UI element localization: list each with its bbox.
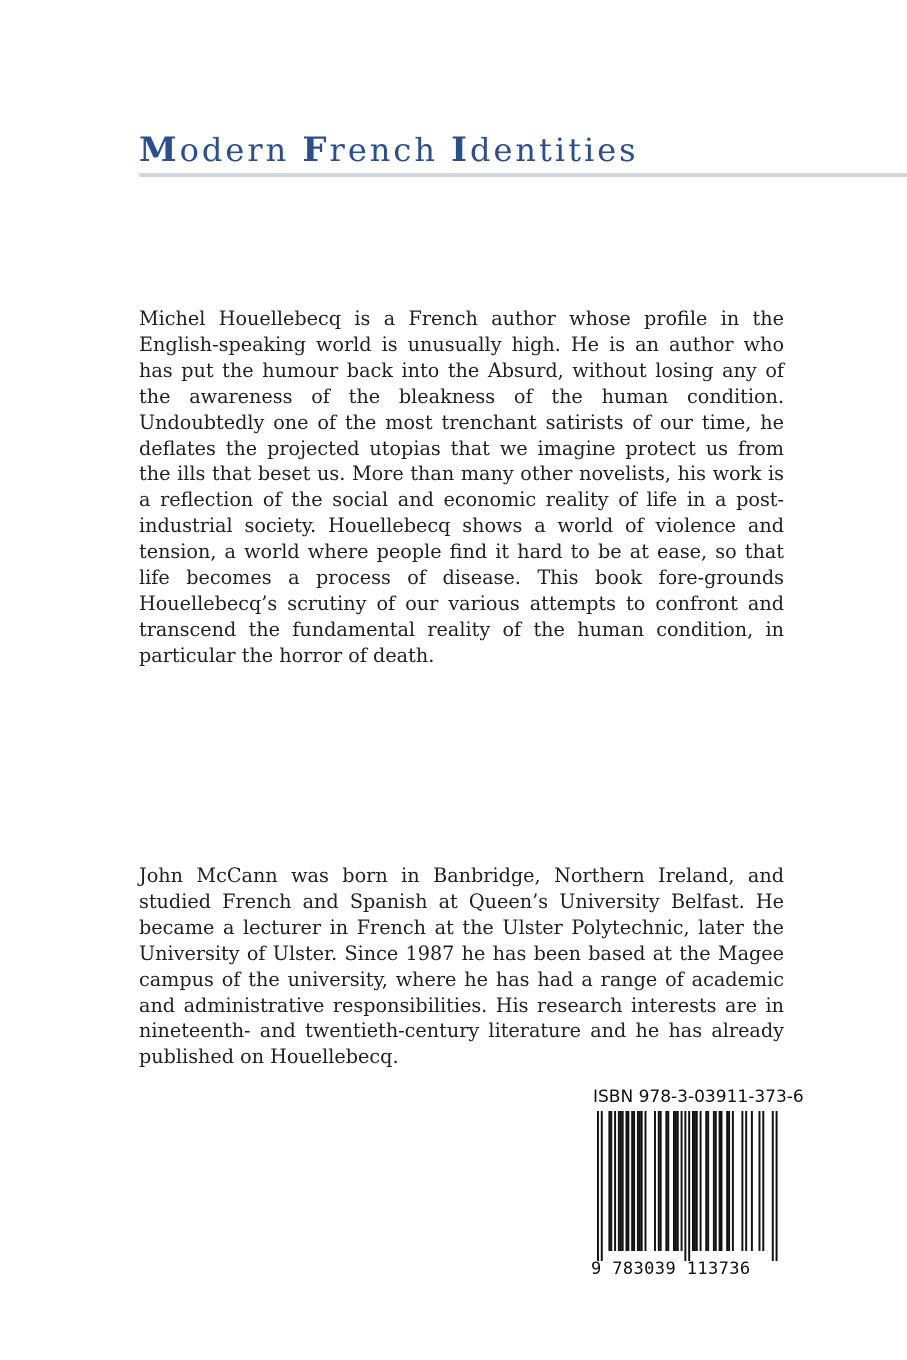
barcode-bar xyxy=(705,1111,707,1251)
barcode-bar xyxy=(741,1111,743,1251)
isbn-barcode-block xyxy=(591,1087,804,1279)
barcode-bar xyxy=(660,1111,662,1251)
barcode-bar xyxy=(637,1111,639,1251)
barcode-bar xyxy=(700,1111,702,1251)
series-title-cap-1: M xyxy=(139,130,180,170)
barcode-bar xyxy=(776,1111,778,1261)
barcode-bar xyxy=(673,1111,675,1251)
barcode-bar xyxy=(597,1111,599,1261)
barcode-bar xyxy=(626,1111,628,1251)
barcode-bar xyxy=(620,1111,622,1251)
barcode-bar xyxy=(762,1111,764,1251)
series-title-cap-2: F xyxy=(302,130,330,170)
series-title-rest-2: rench xyxy=(329,131,452,169)
barcode-bar xyxy=(614,1111,616,1251)
barcode-bar xyxy=(715,1111,717,1251)
barcode-bar xyxy=(675,1111,677,1251)
barcode-bar xyxy=(719,1111,721,1251)
barcode-bar xyxy=(728,1111,730,1251)
barcode-bar xyxy=(608,1111,610,1251)
barcode-bar xyxy=(601,1111,603,1261)
barcode-bar xyxy=(688,1111,690,1261)
barcode-digits: 9 783039 113736 xyxy=(591,1259,751,1279)
barcode-bar xyxy=(713,1111,715,1251)
barcode-bar xyxy=(641,1111,643,1251)
barcode-bar xyxy=(622,1111,624,1251)
series-title-rest-1: odern xyxy=(179,131,303,169)
barcode-bar xyxy=(665,1111,667,1251)
barcode-bar xyxy=(696,1111,698,1251)
barcode-bar xyxy=(631,1111,633,1251)
author-bio: John McCann was born in Banbridge, Northern Ireland, and studied French and Spanish at Queen’s University Belfast. He became a lecturer in French at the Ulster Polytechnic, later the University of Ulster. Since 1987 he has been based at the Magee campus of the university, where he has had a range of academic and administrative responsibilities. His research interests are in nineteenth- and twentieth-century literature and he has already published on Houellebecq. xyxy=(139,864,784,1069)
barcode-bar xyxy=(772,1111,774,1261)
barcode xyxy=(591,1111,783,1261)
barcode-bar xyxy=(681,1111,683,1251)
barcode-bar xyxy=(692,1111,694,1251)
barcode-bar xyxy=(751,1111,753,1251)
barcode-bar xyxy=(732,1111,734,1251)
barcode-bar xyxy=(745,1111,747,1251)
barcode-bar xyxy=(627,1111,629,1251)
barcode-bar xyxy=(645,1111,647,1251)
barcode-bar xyxy=(707,1111,709,1251)
series-title-cap-3: I xyxy=(451,130,470,170)
isbn-label: ISBN 978-3-03911-373-6 xyxy=(593,1087,804,1107)
series-title-rest-3: dentities xyxy=(470,131,639,169)
book-blurb: Michel Houellebecq is a French author whose profile in the English-speaking world is unusually high. He is an author who has put the humour back into the Absurd, without losing any of the awareness of the bleakness of the human condition. Undoubtedly one of the most trenchant satirists of our time, he deflates the projected utopias that we imagine protect us from the ills that beset us. More than many other novelists, his work is a reflection of the social and economic reality of life in a post-industrial society. Houellebecq shows a world of violence and tension, a world where people find it hard to be at ease, so that life becomes a process of disease. This book fore-grounds Houellebecq’s scrutiny of our various attempts to confront and transcend the fundamental reality of the human condition, in particular the horror of death. xyxy=(139,307,784,667)
barcode-bar xyxy=(726,1111,728,1251)
barcode-bar xyxy=(654,1111,656,1251)
barcode-bar xyxy=(694,1111,696,1251)
barcode-bar xyxy=(759,1111,761,1251)
barcode-bar xyxy=(658,1111,660,1251)
barcode-bar xyxy=(610,1111,612,1251)
series-title xyxy=(139,130,639,170)
barcode-bar xyxy=(633,1111,635,1251)
barcode-bar xyxy=(618,1111,620,1251)
barcode-bar xyxy=(684,1111,686,1261)
barcode-bar xyxy=(721,1111,723,1251)
barcode-bar xyxy=(639,1111,641,1251)
title-rule xyxy=(139,173,907,177)
barcode-bar xyxy=(667,1111,669,1251)
barcode-bar xyxy=(677,1111,679,1251)
